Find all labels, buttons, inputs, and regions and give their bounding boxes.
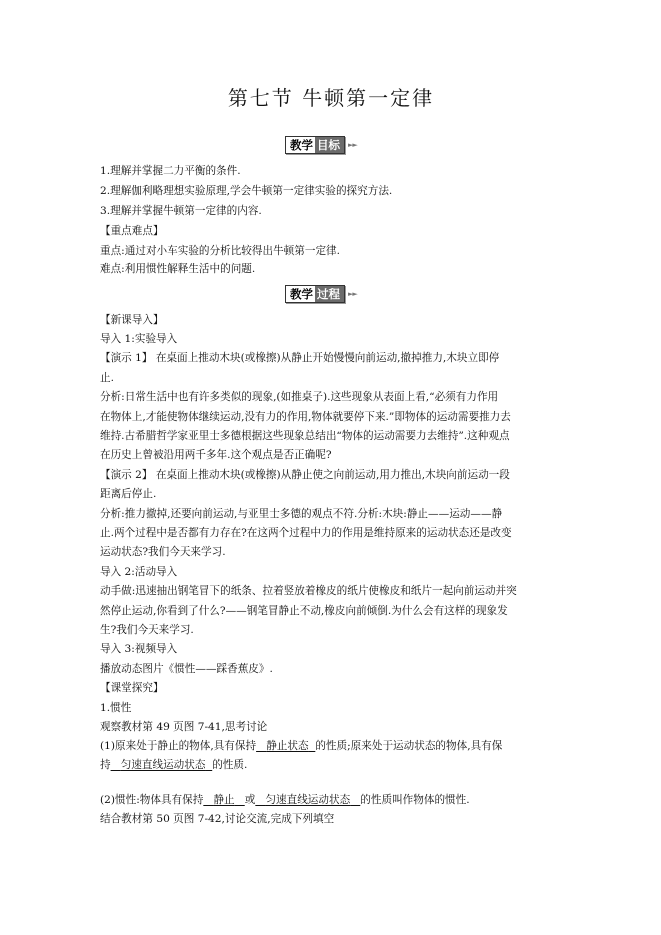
- key-focus: 重点:通过对小车实验的分析比较得出牛顿第一定律.: [100, 245, 340, 257]
- demo-1-line-1: 【演示 1】 在桌面上推动木块(或橡擦)从静止开始慢慢向前运动,撤掉推力,木块立即停: [100, 352, 500, 364]
- analysis-1-line-2: 在物体上,才能使物体继续运动,没有力的作用,物体就要停下来.”即物体的运动需要推力去: [100, 411, 511, 423]
- activity-line-2: 然停止运动,你看到了什么?——钢笔冒静止不动,橡皮向前倾倒.为什么会有这样的现象发: [100, 605, 508, 617]
- section-process-label-b: 过程: [315, 286, 344, 302]
- goal-2: 2.理解伽利略理想实验原理,学会牛顿第一定律实验的探究方法.: [100, 185, 393, 197]
- section-process-header: [285, 285, 357, 303]
- analysis-1-line-1: 分析:日常生活中也有许多类似的现象,(如推桌子).这些现象从表面上看,“必须有力作用: [100, 391, 499, 403]
- new-lesson-heading: 【新课导入】: [100, 314, 164, 326]
- key-difficulty: 难点:利用惯性解释生活中的问题.: [100, 263, 256, 275]
- intro-2: 导入 2:活动导入: [100, 566, 178, 578]
- section-process-label-a: 教学: [286, 286, 315, 302]
- question-1-text-e: 的性质.: [212, 759, 248, 771]
- question-1-text-c: 的性质;原来处于运动状态的物体,具有保: [315, 740, 503, 752]
- section-goals-header: [285, 136, 357, 154]
- demo-2-line-2: 距离后停止.: [100, 488, 157, 500]
- analysis-2-line-3: 运动状态?我们今天来学习.: [100, 546, 226, 558]
- analysis-2-line-2: 止.两个过程中是否都有力存在?在这两个过程中力的作用是维持原来的运动状态还是改变: [100, 527, 512, 539]
- explore-heading: 【课堂探究】: [100, 682, 164, 694]
- answer-uniform-motion-2: 匀速直线运动状态: [265, 794, 351, 806]
- double-arrow-icon: ►►: [348, 290, 357, 298]
- question-1-line-2: [100, 757, 562, 773]
- page-title: 第七节 牛顿第一定律: [227, 86, 435, 110]
- question-2-text-a: (2)惯性:物体具有保持: [100, 794, 204, 806]
- combine-line: 结合教材第 50 页图 7-42,讨论交流,完成下列填空: [100, 813, 335, 825]
- demo-2-line-1: 【演示 2】 在桌面上推动木块(或橡擦)从静止使之向前运动,用力推出,木块向前运动一段: [100, 469, 510, 481]
- section-goals-label-a: 教学: [286, 137, 315, 153]
- observe-line: 观察教材第 49 页图 7-41,思考讨论: [100, 721, 268, 733]
- double-arrow-icon: ►►: [348, 141, 357, 149]
- demo-1-line-2: 止.: [100, 372, 114, 384]
- goal-3: 3.理解并掌握牛顿第一定律的内容.: [100, 205, 262, 217]
- answer-static-state: 静止状态: [266, 740, 309, 752]
- question-1-line-1: [100, 738, 562, 754]
- intro-1: 导入 1:实验导入: [100, 333, 178, 345]
- question-2-text-d: 的性质叫作物体的惯性.: [360, 794, 470, 806]
- goal-1: 1.理解并掌握二力平衡的条件.: [100, 165, 241, 177]
- section-goals-label-b: 目标: [315, 137, 344, 153]
- activity-line-1: 动手做:迅速抽出钢笔冒下的纸条、拉着竖放着橡皮的纸片使橡皮和纸片一起向前运动并突: [100, 585, 517, 597]
- inertia-heading: 1.惯性: [100, 702, 132, 714]
- intro-3: 导入 3:视频导入: [100, 643, 178, 655]
- key-heading: 【重点难点】: [100, 225, 164, 237]
- answer-static: 静止: [213, 794, 235, 806]
- analysis-1-line-3: 维持.古希腊哲学家亚里士多德根据这些现象总结出“物体的运动需要力去维持”.这种观点: [100, 430, 510, 442]
- analysis-1-line-4: 在历史上曾被沿用两千多年.这个观点是否正确呢?: [100, 449, 332, 461]
- activity-line-3: 生?我们今天来学习.: [100, 624, 194, 636]
- analysis-2-line-1: 分析:推力撤掉,还要向前运动,与亚里士多德的观点不符.分析:木块:静止——运动——静: [100, 508, 503, 520]
- question-1-text-a: (1)原来处于静止的物体,具有保持: [100, 740, 257, 752]
- answer-uniform-motion: 匀速直线运动状态: [120, 759, 206, 771]
- video-line: 播放动态图片《惯性——踩香蕉皮》.: [100, 663, 273, 675]
- question-1-text-d: 持: [100, 759, 111, 771]
- question-2-line: [100, 792, 562, 808]
- question-2-text-c: 或: [244, 794, 256, 806]
